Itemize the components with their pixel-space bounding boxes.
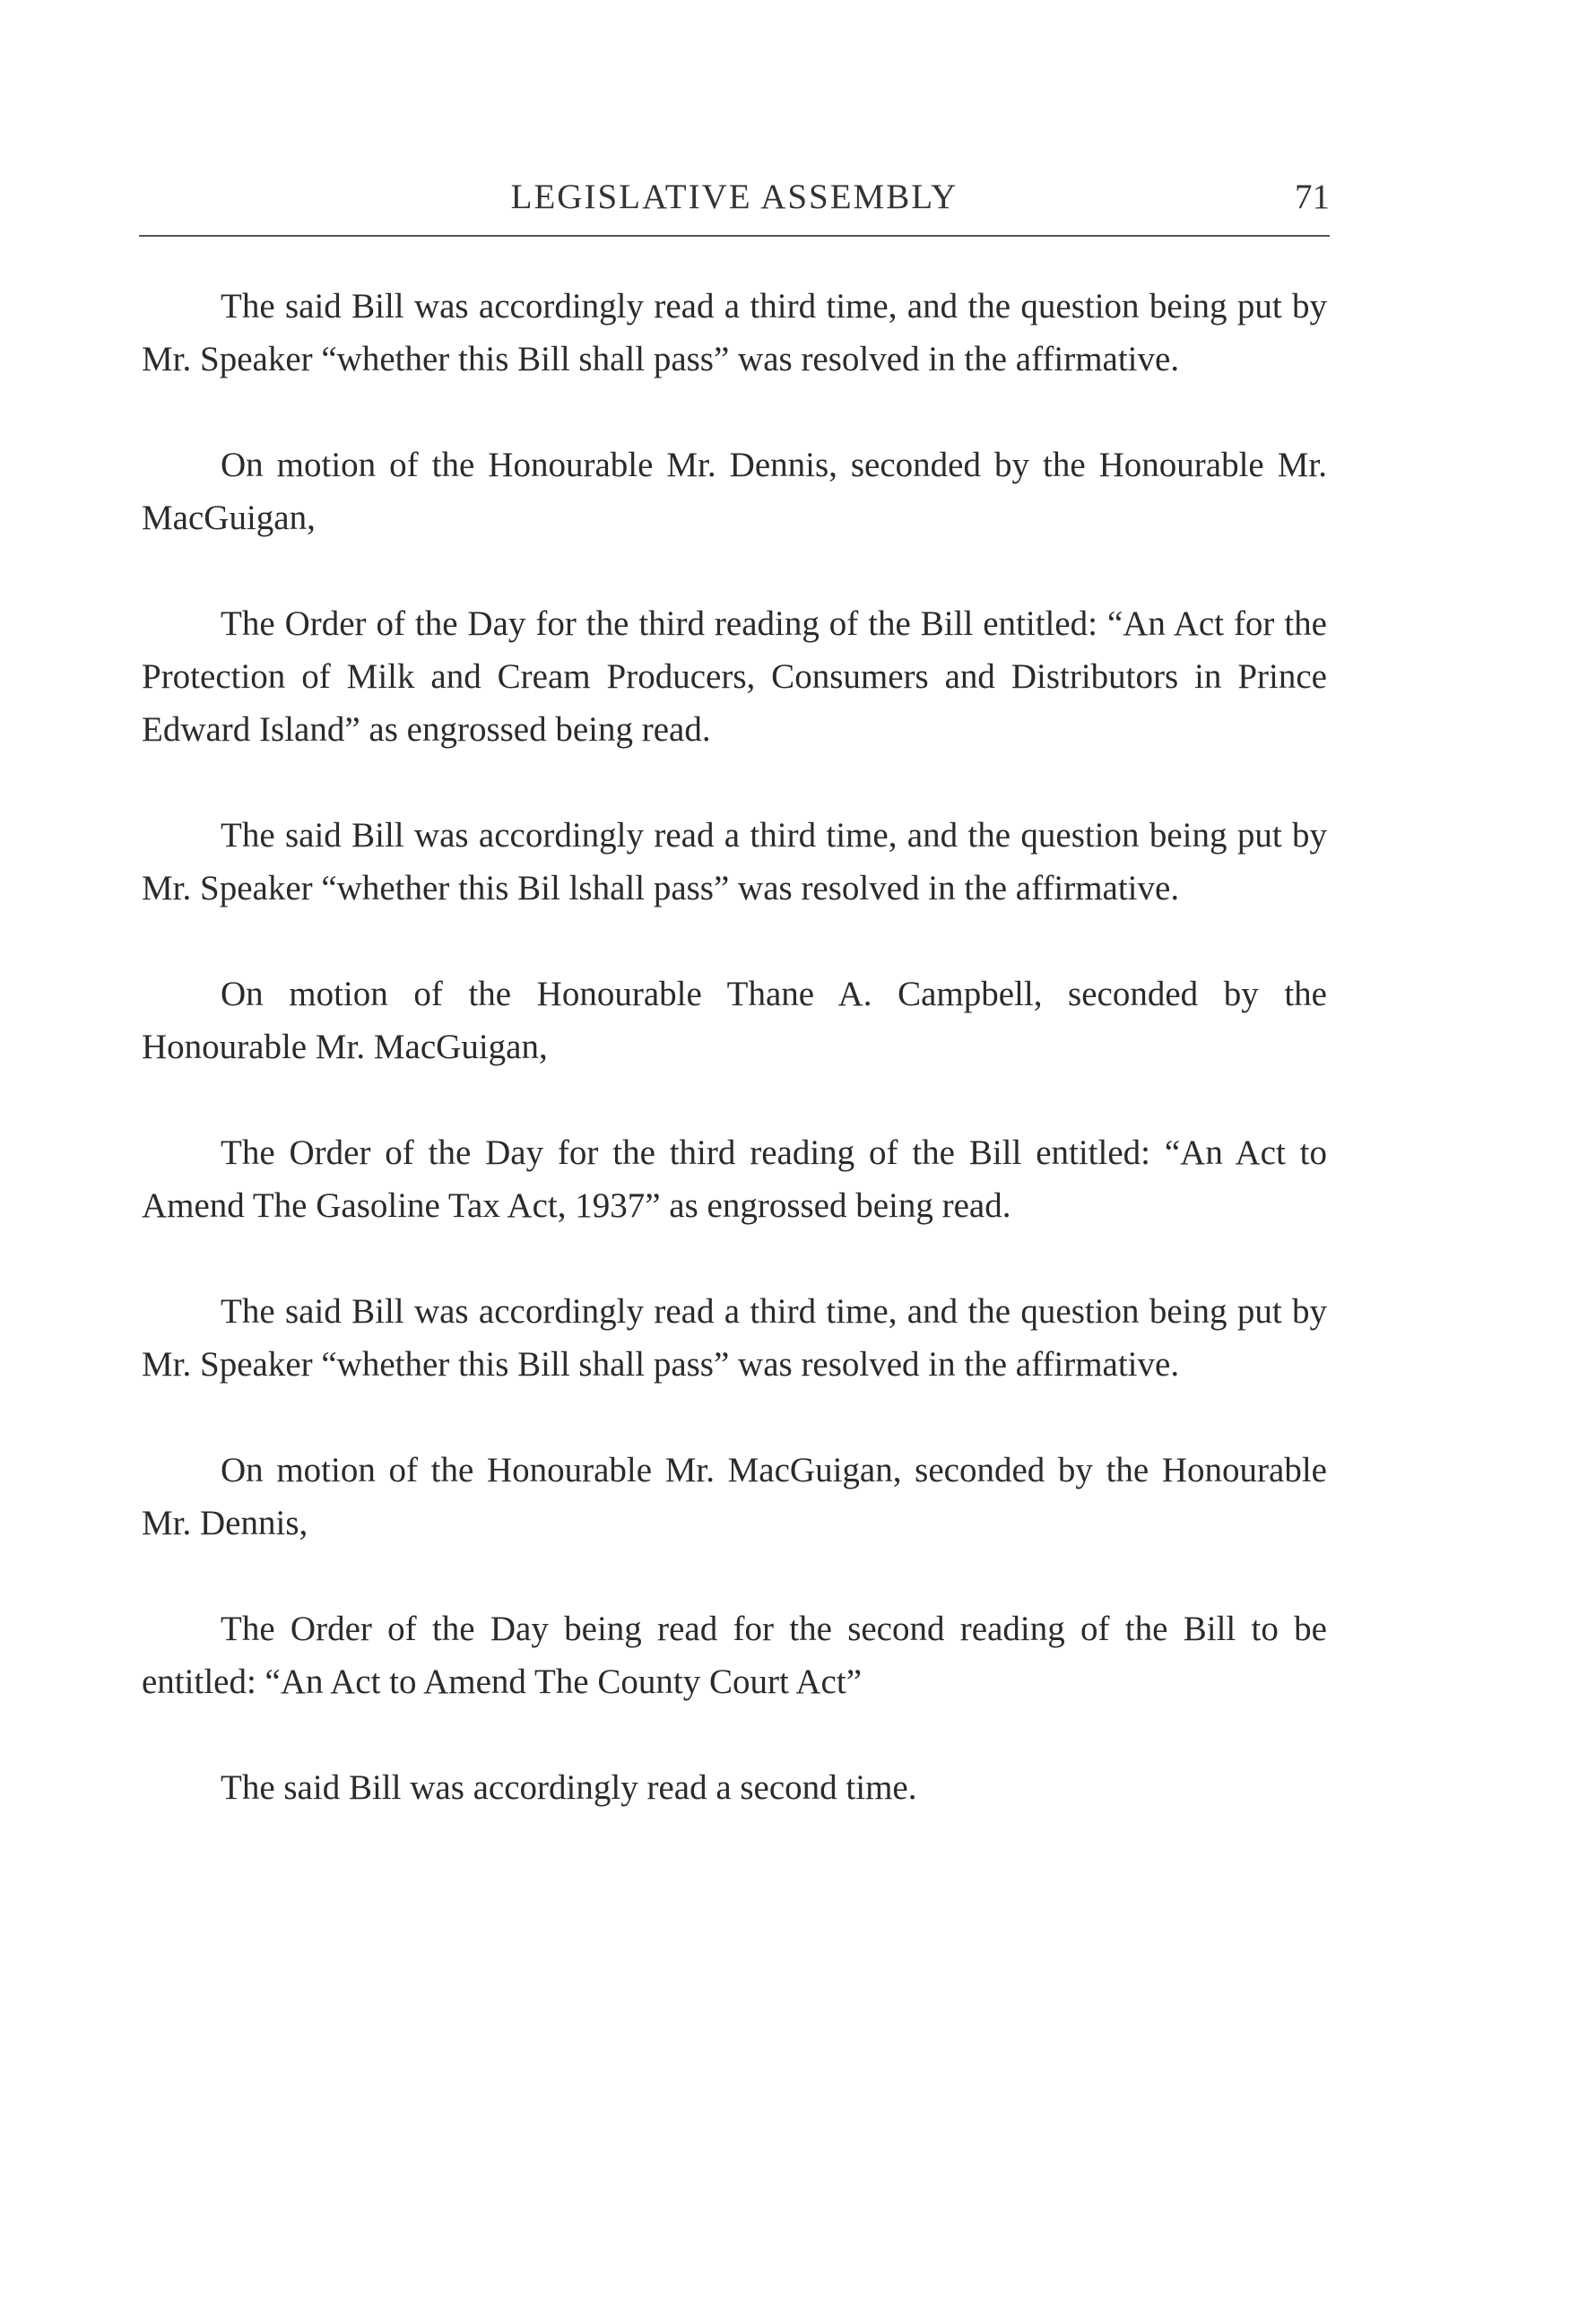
running-head: LEGISLATIVE ASSEMBLY [510,178,958,216]
paragraph: The said Bill was accordingly read a third time, and the question being put by Mr. Speaker “whether this Bill shall pass” was resolved in the affirmative. [142,1292,1327,1384]
paragraph: The Order of the Day for the third reading of the Bill entitled: “An Act to Amend The Gasoline Tax Act, 1937” as engrossed being read. [142,1133,1327,1225]
paragraph: On motion of the Honourable Thane A. Campbell, seconded by the Honourable Mr. MacGuigan, [142,975,1327,1066]
page-number: 71 [1295,178,1330,216]
paragraph: The said Bill was accordingly read a second time. [221,1768,917,1807]
paragraph: The Order of the Day for the third reading of the Bill entitled: “An Act for the Protection of Milk and Cream Producers, Consumers and Distributors in Prince Edward Island” as engrossed being read. [142,604,1327,749]
page-header [139,176,1330,230]
paragraph: The Order of the Day being read for the second reading of the Bill to be entitled: “An Act to Amend The County Court Act” [142,1610,1327,1701]
paragraph: On motion of the Honourable Mr. MacGuigan, seconded by the Honourable Mr. Dennis, [142,1451,1327,1542]
header-rule [139,235,1330,237]
paragraph: The said Bill was accordingly read a third time, and the question being put by Mr. Speaker “whether this Bil lshall pass” was resolved in the affirmative. [142,816,1327,907]
paragraph: On motion of the Honourable Mr. Dennis, seconded by the Honourable Mr. MacGuigan, [142,446,1327,537]
body-text [142,280,1327,1867]
paragraph: The said Bill was accordingly read a third time, and the question being put by Mr. Speaker “whether this Bill shall pass” was resolved in the affirmative. [142,287,1327,378]
